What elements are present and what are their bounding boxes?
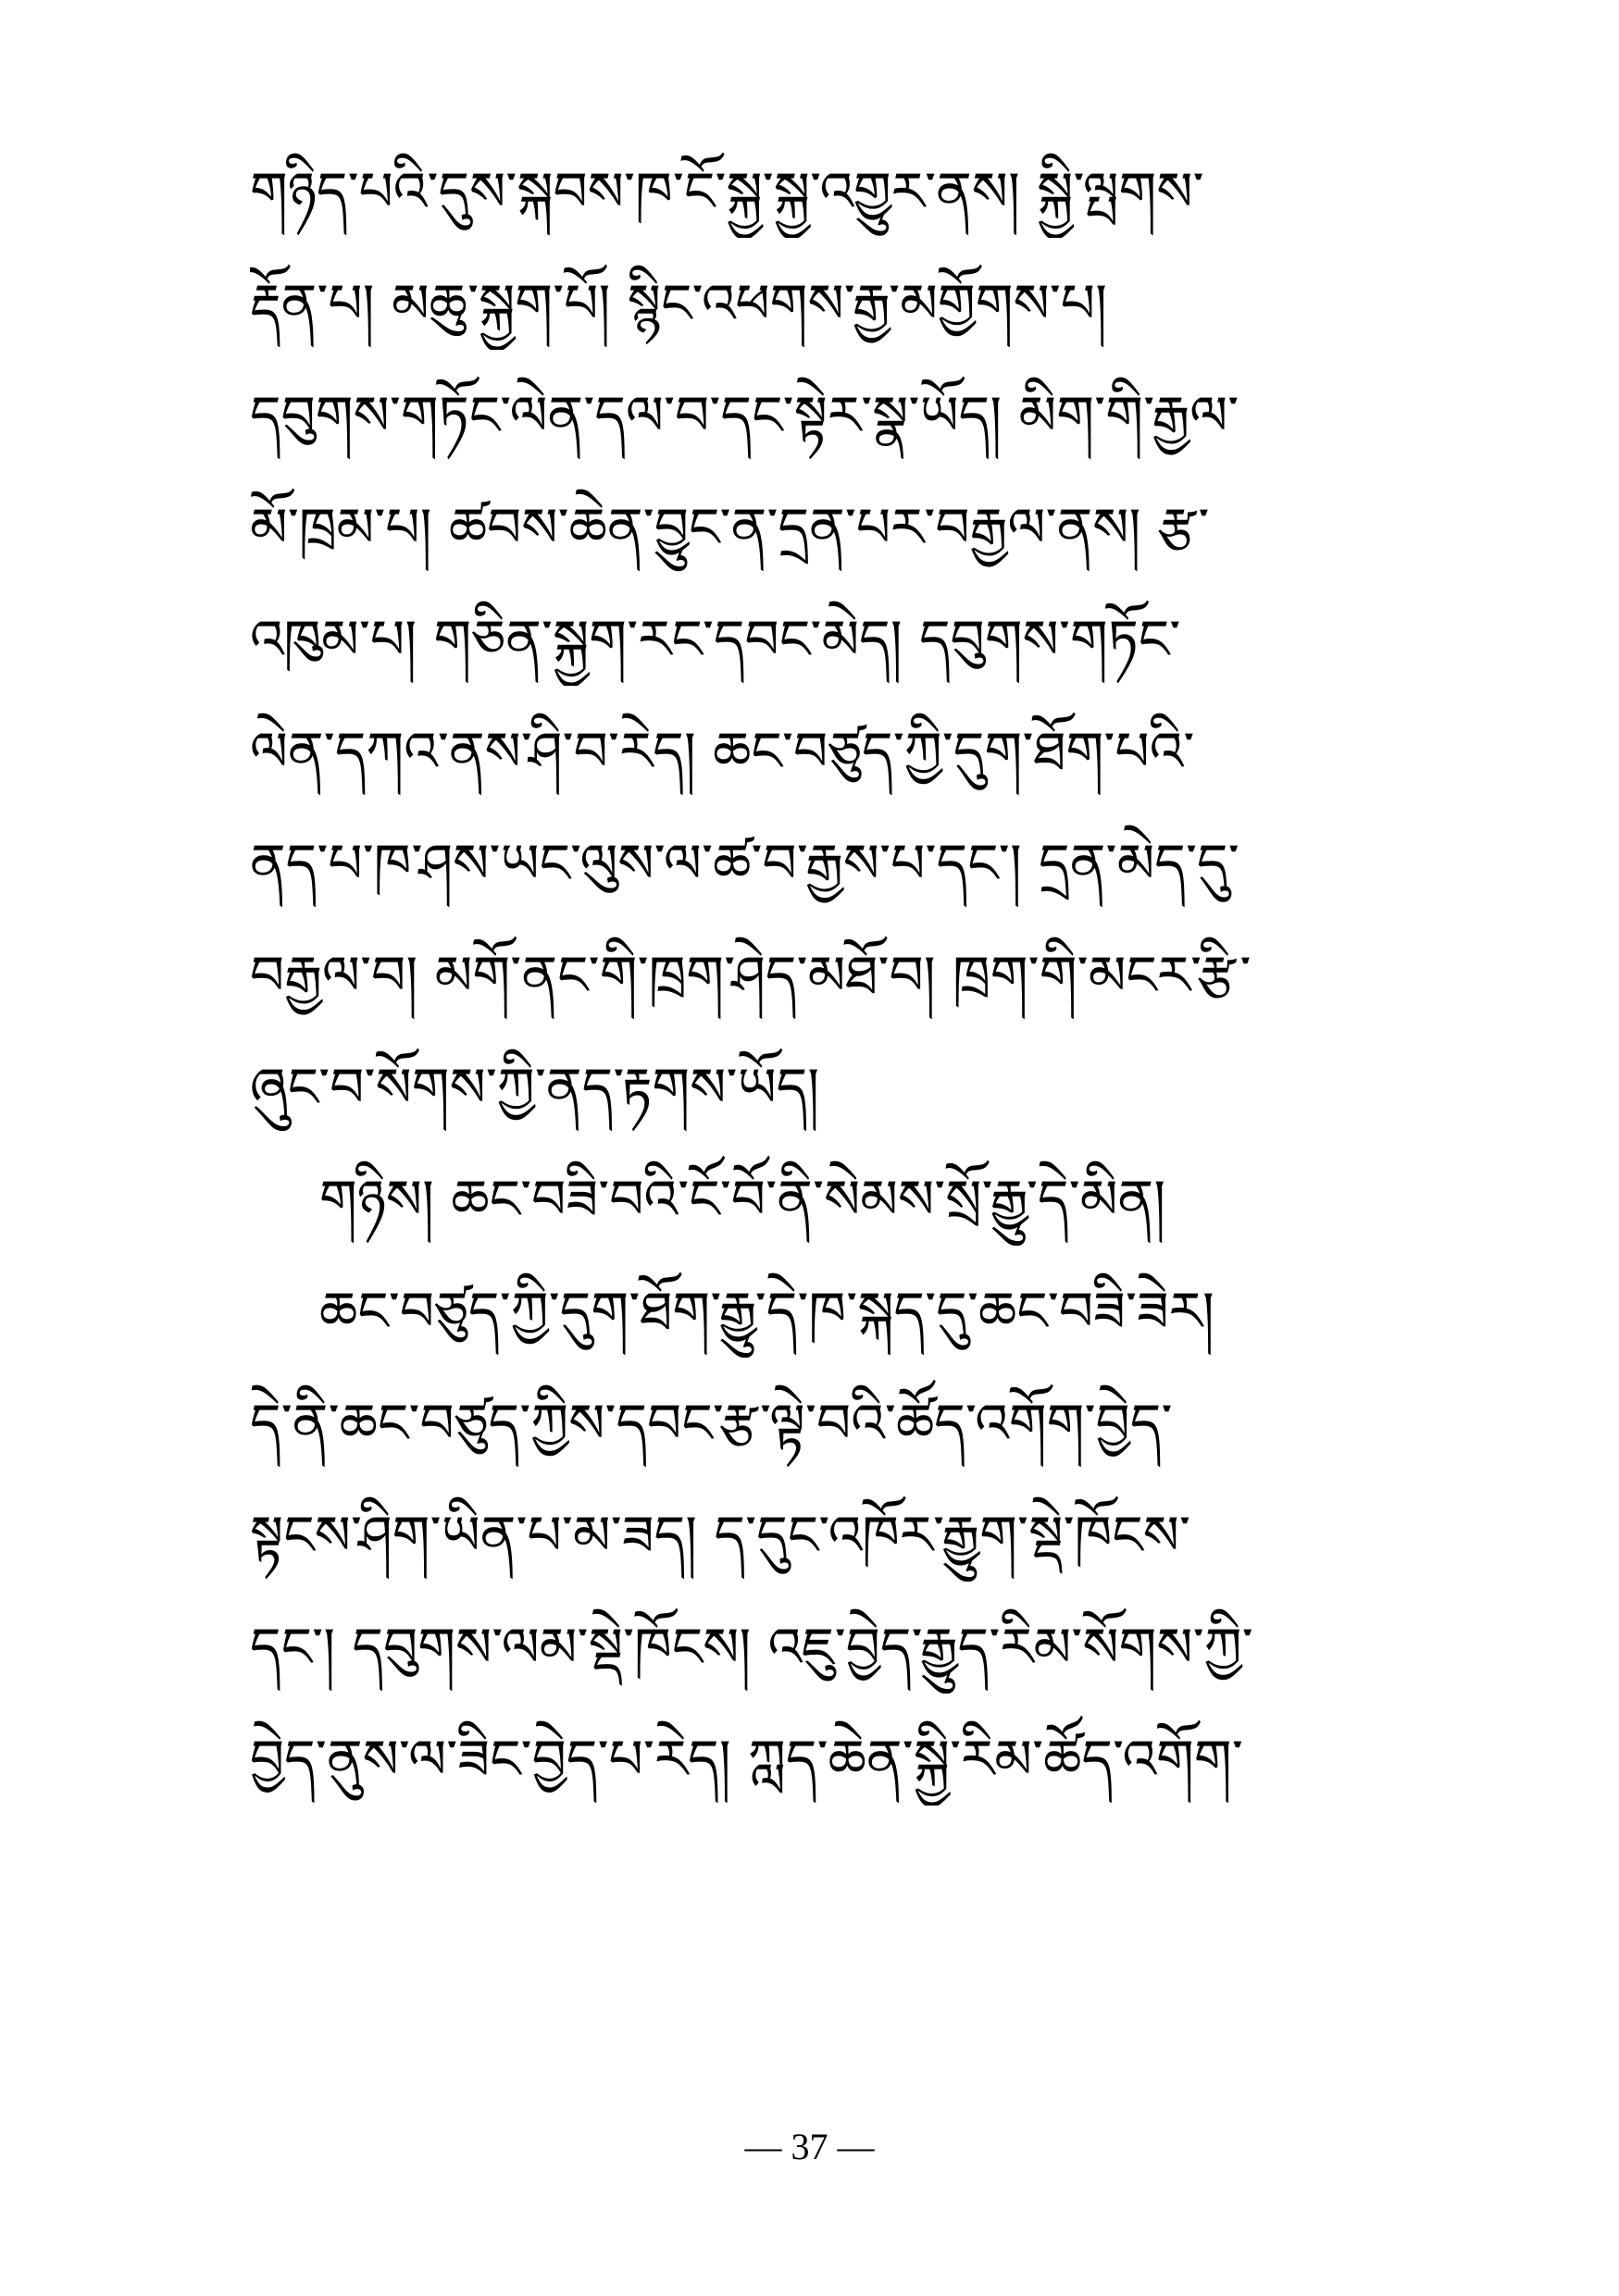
section-heading: གཉིས། ཆང་བཟི་བའི་ངོ་བོ་ནི་སེམས་སྲོ་རྒྱུ་དེ་མིན། bbox=[319, 1168, 1166, 1231]
text-line: བརྒྱལ་བ། མགོ་ནང་གི་ཁྲག་ཤེད་མཐོ་བ། ཁྲག་གི་མངར་རྩི་ bbox=[250, 944, 1252, 1007]
text-line: དང་། དབུགས་ལམ་སྡེ་ཁོངས། འཇུ་བྱེད་རྒྱུད་རིམ་སོགས་ཀྱི་ bbox=[250, 1616, 1253, 1679]
text-line: ཞུང་བ་སོགས་ཀྱི་ནད་རྟགས་ཡོད། bbox=[250, 1056, 820, 1119]
text-line: དབུགས་གཏོང་ལེན་དལ་བ་དང་སྟེར་སྣ་ཡོད། མིག་གི་རྒྱལ་ bbox=[250, 384, 1239, 447]
text-line: བྱེད་ནུས་ལ་ཟིང་བྱེད་པ་རེད། ཀླད་ཆེན་སྐྱི་རིམ་ཚོད་འགོག་ bbox=[250, 1728, 1243, 1791]
text-line: ནད་པ་ཁ་ཤས་ཡང་ལུས་ལ་ཚ་བ་རྒྱས་པ་དང་། དྲན་མེད་དུ་ bbox=[250, 832, 1239, 895]
text-line: སྟངས་ཤིག་ཡིན་པ་མ་ཟད། ད་དུང་འཁོར་རྒྱུག་སྡེ་ཁོངས་ bbox=[250, 1504, 1191, 1567]
text-line: གཉིད་པའི་དུས་སྐབས་ཁ་ངོ་སྐྱ་སྐྱ་འགྱུར་ནས། སྐྱི་ལྤགས་ bbox=[250, 160, 1204, 223]
text-line: ཆང་བཙུད་ཀྱི་དུག་ཐོག་རྒྱུ་དེ་ཁ་སྐད་དུ་ཆང་བཟི་ཟེར། bbox=[319, 1280, 1214, 1343]
text-line: མོ་ཁྲམ་པ། ཚབས་ཆེན་བྱུང་ན་དྲན་པར་བརྒྱལ་ནས། རྩ་ bbox=[250, 496, 1210, 559]
text-line: འཁུམ་པ། གཅིན་སྐྱག་རང་དབང་མེད། དབུགས་གཏོང་ bbox=[250, 608, 1181, 671]
text-line: ལེན་དཀའ་ནས་ཤི་བ་རེད། ཆང་བཙུད་ཀྱི་དུག་ཐོག་པའི་ bbox=[250, 720, 1195, 783]
text-line: དེ་ནི་ཆང་བཙུད་ཀྱིས་དབང་རྩ་ལྟེ་བའི་ཚོད་འགོག་བྱེད་ bbox=[250, 1392, 1173, 1455]
page-number: — 37 — bbox=[744, 2126, 875, 2167]
text-line: རྡོན་པ། མཆུ་སྐྱག་པོ། སྙིང་འཕགས་རྒྱ་མགྱོགས་པ། bbox=[250, 272, 1107, 335]
